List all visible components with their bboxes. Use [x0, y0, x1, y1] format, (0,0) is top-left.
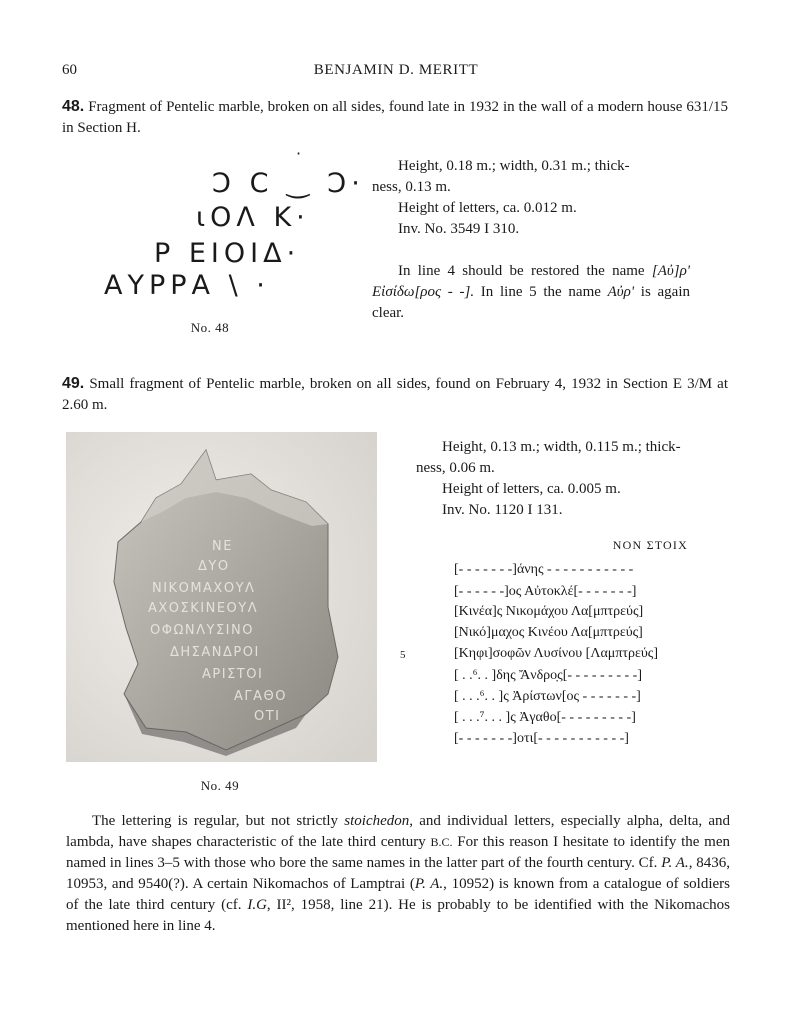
commentary-text: , 8436, 10953, and 9540(?). A certain Nikomachos of Lamptrai ( — [66, 855, 731, 892]
transcription-line: [ . .⁶. . ]δης Ἄνδρο̣ς[- - - - - - - - -] — [454, 668, 642, 683]
spec-line: Height, 0.18 m.; width, 0.31 m.; thick- — [398, 158, 630, 174]
transcription-line: [ . . .⁷. . . ]ς Ἀγαθο[- - - - - - - - -] — [454, 710, 636, 725]
drawing-line: · — [296, 144, 307, 163]
photo-letters: ΑΧΟΣΚΙΝΕΟΥΛ — [148, 601, 259, 616]
spec-line: Height, 0.13 m.; width, 0.115 m.; thick- — [442, 439, 681, 455]
transcription-line: [- - - - - - -]οτι[- - - - - - - - - - -] — [454, 731, 629, 746]
note-greek-name: [Αὐ]ρ' Εἰσίδω[ρος - -]. — [372, 263, 690, 300]
non-stoichedon-label: NON ΣΤΟΙΧ — [612, 538, 688, 552]
photo-letters: ΝΙΚΟΜΑΧΟΥΛ — [152, 581, 256, 596]
photo-letters: ΟΤΙ — [254, 709, 281, 724]
fragment-photo-49 — [66, 432, 377, 762]
caption-no-48: No. 48 — [190, 320, 230, 335]
photo-letters: ΑΡΙΣΤΟΙ — [202, 667, 264, 682]
commentary-italic: P. A. — [661, 855, 689, 871]
commentary-text: , II², 1958, line 21). He is probably to be identified with the Nikomachos mentioned here in line 4. — [66, 897, 730, 934]
commentary-italic: I.G — [247, 897, 267, 913]
transcription-line: [ . . .⁶. . ]ς Ἀρίστων[ος - - - - - - -] — [454, 689, 641, 704]
photo-letters: ΝΕ — [212, 539, 233, 554]
transcription-line: [Νικό]μαχος Κινέου Λα[μπτρεύς] — [454, 625, 643, 640]
entry-48-specs — [372, 156, 690, 324]
note-text: In line 5 the name — [474, 284, 601, 300]
spec-line: Height of letters, ca. 0.005 m. — [442, 481, 621, 497]
commentary-text: , and individual letters, especially alpha, delta, and lambda, have shapes characteristic of the late third century — [66, 813, 730, 850]
drawing-line: ιΟΛ Κ· — [196, 202, 310, 233]
photo-letters: ΔΥΟ — [198, 559, 230, 574]
page-number: 60 — [62, 62, 77, 78]
commentary-text: The lettering is regular, but not strictly — [92, 813, 345, 829]
transcription-line: [- - - - - - -]άνης - - - - - - - - - - - — [454, 562, 634, 577]
spec-line: Inv. No. 1120 I 131. — [442, 502, 563, 518]
note-text: In line 4 should be restored the name — [398, 263, 645, 279]
spec-line: Inv. No. 3549 I 310. — [398, 221, 520, 237]
line-number: 5 — [400, 649, 406, 661]
entry-48-note — [372, 261, 690, 324]
running-head: BENJAMIN D. MERITT — [313, 62, 479, 78]
photo-letters: ΔΗΣΑΝΔΡΟΙ — [170, 645, 260, 660]
caption-no-49: No. 49 — [200, 778, 240, 793]
drawing-line: Ↄ Ⅽ ‿ Ↄ· — [212, 168, 365, 199]
inscription-drawing-48 — [100, 144, 365, 310]
commentary-text: For this reason I hesitate to identify the men named in lines 3–5 with those who bore the same names in the latter part of the fourth century. Cf. — [66, 834, 730, 871]
entry-49-specs — [416, 437, 732, 521]
spec-line: Height of letters, ca. 0.012 m. — [398, 200, 577, 216]
note-greek-name: Αὐρ' — [607, 284, 635, 300]
spec-line: ness, 0.13 m. — [372, 179, 451, 195]
entry-48-text: Fragment of Pentelic marble, broken on all sides, found late in 1932 in the wall of a modern house 631/15 in Section H. — [62, 99, 729, 136]
drawing-line: Ρ ΕΙΟΙΔ· — [154, 238, 301, 269]
entry-49-text: Small fragment of Pentelic marble, broken on all sides, found on February 4, 1932 in Section E 3/M at 2.60 m. — [62, 376, 729, 413]
commentary-italic: P. A. — [414, 876, 444, 892]
entry-48-number: 48. — [62, 98, 85, 115]
marble-fragment-image — [66, 432, 377, 762]
note-text: is again clear. — [372, 284, 690, 321]
photo-letters: ΑΓΑΘΟ — [234, 689, 287, 704]
transcription-line: [- - - - - -]ος Αὐτοκλέ[- - - - - - -] — [454, 584, 637, 599]
spec-line: ness, 0.06 m. — [416, 460, 495, 476]
transcription-line: [Κινέα]ς Νικομάχου Λα[μπτρεύς] — [454, 604, 644, 619]
drawing-line: ΑΥΡΡΑ \ · — [104, 270, 270, 301]
commentary-paragraph — [66, 811, 730, 937]
commentary-italic: stoichedon — [344, 813, 410, 829]
entry-48-description — [62, 96, 728, 139]
commentary-smallcaps: B.C. — [430, 835, 453, 849]
entry-49-number: 49. — [62, 375, 85, 392]
photo-letters: ΟΦΩΝΛΥΣΙΝΟ — [150, 623, 254, 638]
commentary-text: , 10952) is known from a catalogue of soldiers of the late third century (cf. — [66, 876, 730, 913]
entry-49-description — [62, 373, 728, 416]
transcription-line: [Κηφι]σοφῶν Λυσίνου [Λαμπτρεύς] — [454, 646, 659, 661]
